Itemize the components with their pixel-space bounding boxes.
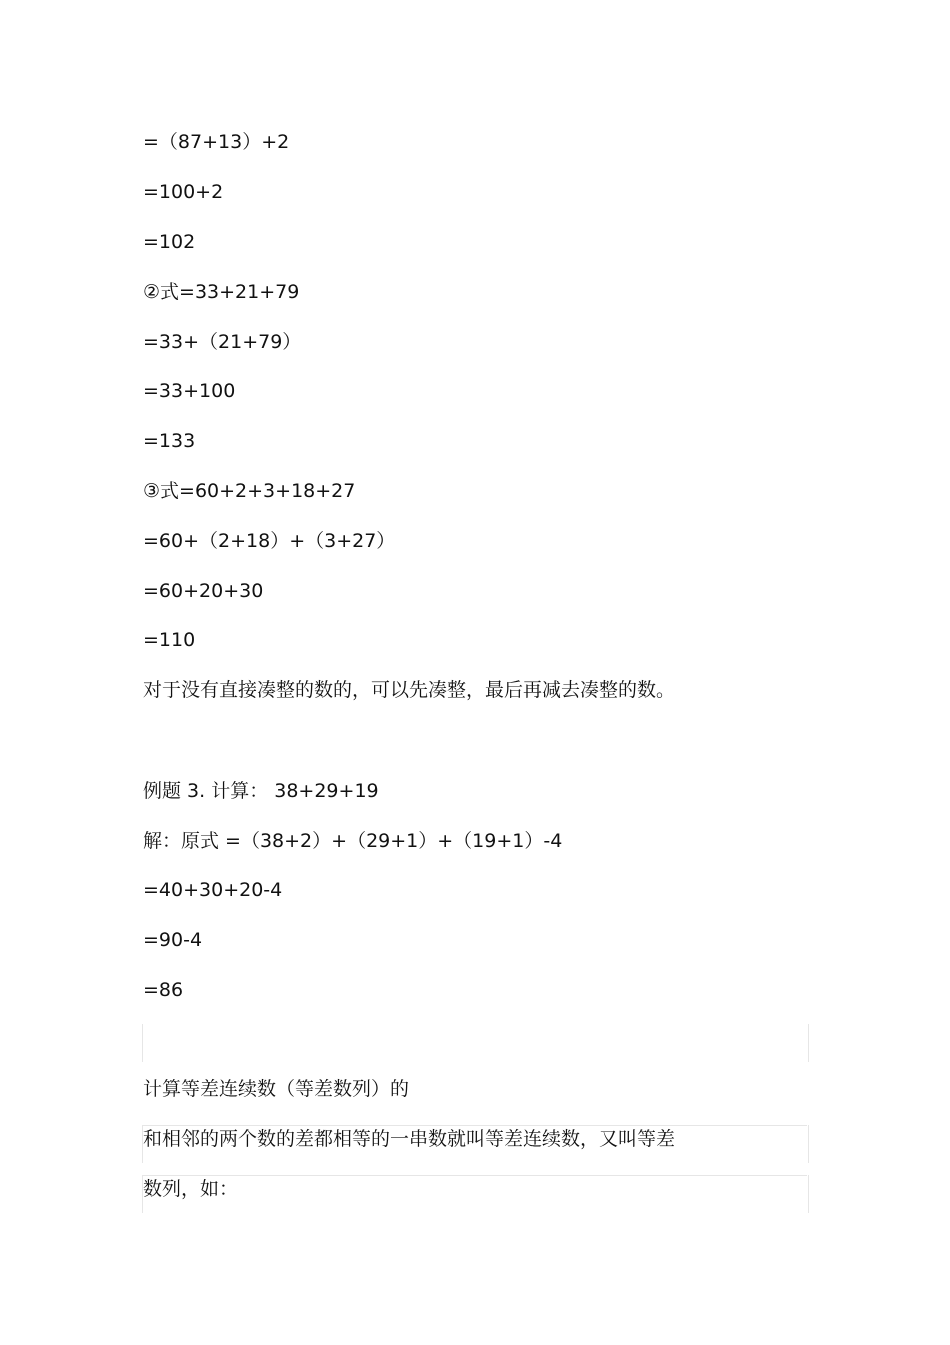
solution-line: 解：原式 =（38+2）+（29+1）+（19+1）-4 xyxy=(143,830,563,852)
equation-line: ②式=33+21+79 xyxy=(143,281,300,303)
equation-line: =（87+13）+2 xyxy=(143,131,290,153)
definition-text: 和相邻的两个数的差都相等的一串数就叫等差连续数，又叫等差 xyxy=(143,1128,676,1150)
equation-line: =33+100 xyxy=(143,380,236,402)
equation-line: =86 xyxy=(143,979,184,1001)
equation-line: =133 xyxy=(143,430,196,452)
equation-line: ③式=60+2+3+18+27 xyxy=(143,480,356,502)
paragraph-text: 对于没有直接凑整的数的，可以先凑整，最后再减去凑整的数。 xyxy=(143,679,676,701)
equation-line: =33+（21+79） xyxy=(143,331,302,353)
table-frame xyxy=(142,1024,809,1062)
equation-line: =60+（2+18）+（3+27） xyxy=(143,530,396,552)
table-frame xyxy=(142,1175,809,1213)
section-heading: 计算等差连续数（等差数列）的 xyxy=(143,1078,410,1100)
equation-line: =110 xyxy=(143,629,196,651)
equation-line: =90-4 xyxy=(143,929,203,951)
equation-line: =60+20+30 xyxy=(143,580,264,602)
equation-line: =40+30+20-4 xyxy=(143,879,283,901)
definition-text: 数列，如： xyxy=(143,1178,239,1200)
equation-line: =100+2 xyxy=(143,181,224,203)
example-heading: 例题 3. 计算： 38+29+19 xyxy=(143,780,379,802)
equation-line: =102 xyxy=(143,231,196,253)
